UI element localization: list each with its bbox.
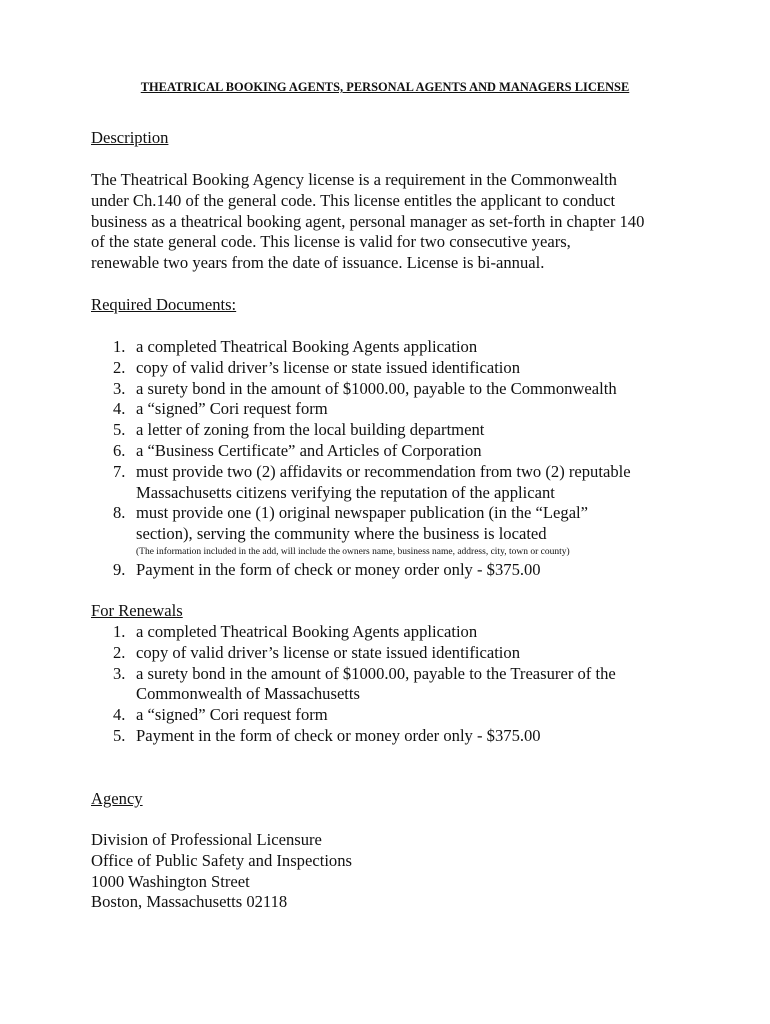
- description-line: under Ch.140 of the general code. This license entitles the applicant to conduct: [91, 190, 616, 210]
- list-item-text: must provide one (1) original newspaper publication (in the “Legal”: [136, 503, 589, 523]
- list-item-number: 5.: [113, 725, 126, 745]
- list-item-text: Payment in the form of check or money order only - $375.00: [136, 725, 541, 745]
- list-item: [91, 664, 691, 706]
- description-line: renewable two years from the date of issuance. License is bi-annual.: [91, 253, 545, 273]
- list-item-text: copy of valid driver’s license or state issued identification: [136, 357, 521, 377]
- description-line: business as a theatrical booking agent, personal manager as set-forth in chapter 140: [91, 211, 645, 231]
- list-item: [91, 726, 691, 747]
- list-item: [91, 337, 691, 358]
- list-item-number: 1.: [113, 337, 126, 356]
- required-documents-list: [91, 337, 691, 581]
- list-item-number: 6.: [113, 440, 126, 460]
- list-item-text: Commonwealth of Massachusetts: [136, 684, 360, 704]
- list-item-text: a surety bond in the amount of $1000.00, payable to the Treasurer of the: [136, 663, 616, 683]
- list-item: [91, 441, 691, 462]
- agency-heading: Agency: [91, 789, 143, 808]
- list-item-number: 5.: [113, 420, 126, 440]
- required-documents-heading: Required Documents:: [91, 295, 237, 314]
- agency-line: Division of Professional Licensure: [91, 830, 322, 849]
- document-title: THEATRICAL BOOKING AGENTS, PERSONAL AGENTS AND MANAGERS LICENSE: [140, 80, 630, 94]
- list-item-number: 1.: [113, 622, 126, 641]
- list-item-text: must provide two (2) affidavits or recommendation from two (2) reputable: [136, 461, 631, 481]
- list-item: [91, 560, 691, 581]
- list-item-number: 2.: [113, 642, 126, 662]
- list-item: [91, 420, 691, 441]
- renewals-heading: For Renewals: [91, 601, 183, 620]
- list-item: [91, 503, 691, 560]
- list-item-text: a surety bond in the amount of $1000.00, payable to the Commonwealth: [136, 378, 617, 398]
- list-item-text: a “signed” Cori request form: [136, 705, 328, 725]
- list-item-text: a completed Theatrical Booking Agents application: [136, 337, 478, 356]
- agency-line: Office of Public Safety and Inspections: [91, 850, 352, 870]
- list-item-number: 3.: [113, 663, 126, 683]
- list-item: [91, 399, 691, 420]
- list-item-number: 9.: [113, 559, 126, 579]
- list-item-number: 8.: [113, 503, 126, 523]
- list-item-text: Massachusetts citizens verifying the reputation of the applicant: [136, 482, 555, 502]
- description-line: of the state general code. This license is valid for two consecutive years,: [91, 232, 571, 252]
- list-item-number: 4.: [113, 399, 126, 419]
- list-item-text: Payment in the form of check or money order only - $375.00: [136, 559, 541, 579]
- list-item-number: 2.: [113, 357, 126, 377]
- list-item-text: a letter of zoning from the local building department: [136, 420, 485, 440]
- agency-line: 1000 Washington Street: [91, 871, 250, 891]
- list-item-number: 4.: [113, 705, 126, 725]
- agency-line: Boston, Massachusetts 02118: [91, 892, 288, 912]
- renewals-list: [91, 622, 691, 747]
- description-line: The Theatrical Booking Agency license is a requirement in the Commonwealth: [91, 170, 617, 189]
- list-item-text: section), serving the community where the business is located: [136, 524, 547, 544]
- agency-address: [91, 830, 352, 913]
- list-item: [91, 643, 691, 664]
- list-item: [91, 462, 691, 504]
- list-item: [91, 379, 691, 400]
- list-item-text: a “Business Certificate” and Articles of Corporation: [136, 440, 482, 460]
- list-item: [91, 622, 691, 643]
- list-item: [91, 705, 691, 726]
- list-item-note: (The information included in the add, will include the owners name, business name, address, city, town or county): [136, 546, 570, 557]
- list-item: [91, 358, 691, 379]
- list-item-number: 7.: [113, 461, 126, 481]
- description-heading: Description: [91, 128, 169, 147]
- list-item-text: copy of valid driver’s license or state issued identification: [136, 642, 521, 662]
- list-item-text: a “signed” Cori request form: [136, 399, 328, 419]
- list-item-number: 3.: [113, 378, 126, 398]
- description-paragraph: [91, 170, 691, 274]
- list-item-text: a completed Theatrical Booking Agents application: [136, 622, 478, 641]
